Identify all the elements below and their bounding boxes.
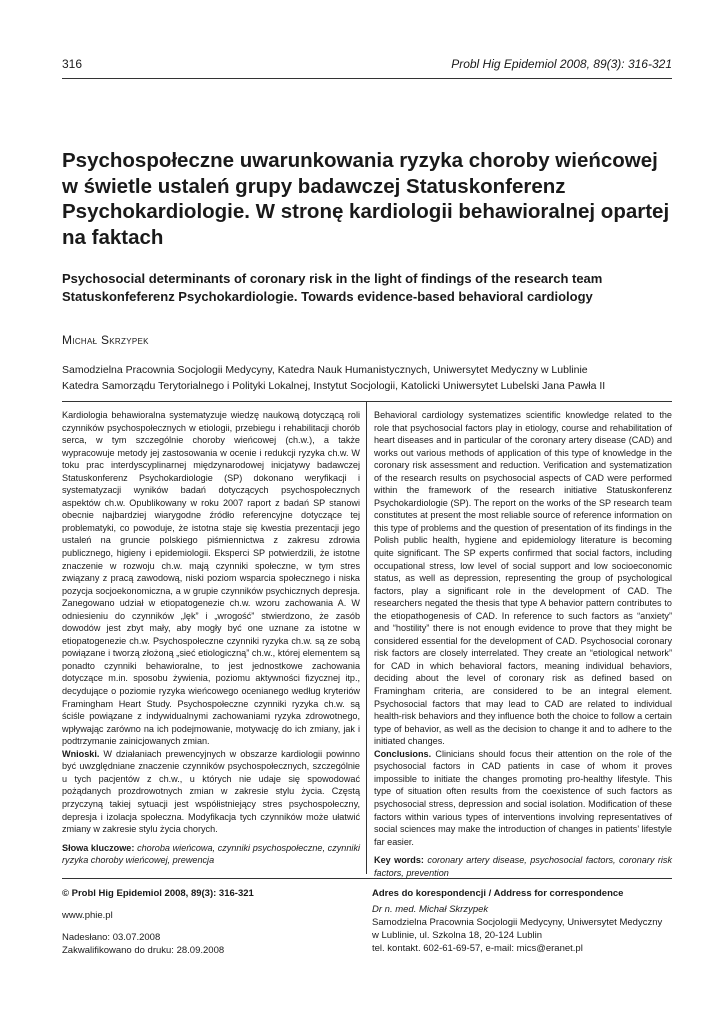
- affiliation-line-2: Katedra Samorządu Terytorialnego i Polityki Lokalnej, Instytut Socjologii, Katolicki Uniwersytet Lubelski Jana Pawła II: [62, 380, 606, 392]
- abstract-bottom-rule: [62, 878, 672, 879]
- column-divider: [366, 402, 367, 874]
- abstract-english-body: Behavioral cardiology systematizes scientific knowledge related to the role that psychosocial factors play in etiology, course and rehabilitation of heart diseases and in particular of the coronary artery disease (CAD) and works out various methods of application of this type of knowledge in the coronary risk assessment and reduction. Verification and systematization of the research results on psychosocial aspects of CAD were performed within the framework of the research initiative Statuskonferenz Psychokardiologie (SP). The report on the works of the SP research team constitutes at present the most reliable source of reference information on this type of problems and the question of presentation of its findings in the Polish public health, hygiene and epidemiology literature is becoming quite significant. The SP experts confirmed that social factors, including occupational stress, low level of social support and low socioeconomic status, as well as depression, representing the group of psychological factors, play a significant role in the development of CAD. The researchers negated the thesis that type A behavior pattern contributes to the etiopathogenesis of CAD. In reference to such factors as “anxiety” and “hostility” there is not enough evidence to prove that they might be considered essential for the development of CAD. Psychosocial coronary risk factors are closely interrelated. They create an “etiological network” for CAD in which behavioral factors, meaning individual behaviors, deciding about the level of coronary risk as defined based on Framingham criteria, are considered to be an integral element. Psychosocial factors that may lead to CAD are related to individual health-risk behaviors and they influence both the choice to follow a certain type of behavior, as well as the decision to change it and to adhere to the initiated changes.: [374, 410, 672, 747]
- title-english: Psychosocial determinants of coronary risk in the light of findings of the research team Statuskonfeferenz Psychokardiologie. Towards evidence-based behavioral cardiology: [62, 271, 603, 304]
- abstract-polish: [62, 409, 360, 867]
- address-line-1: Samodzielna Pracownia Socjologii Medycyny, Uniwersytet Medyczny: [372, 917, 663, 928]
- running-header: [62, 57, 672, 75]
- citation-line: © Probl Hig Epidemiol 2008, 89(3): 316-321: [62, 888, 254, 899]
- publication-info: [62, 887, 352, 957]
- abstract-top-rule: [62, 401, 672, 402]
- received-date: Nadesłano: 03.07.2008: [62, 932, 161, 943]
- page-number: 316: [62, 57, 83, 71]
- header-rule: [62, 78, 672, 79]
- correspondence: [372, 887, 672, 955]
- website-link[interactable]: www.phie.pl: [62, 910, 113, 921]
- abstract-english: [374, 409, 672, 879]
- keywords-english: Key words: coronary artery disease, psychosocial factors, coronary risk factors, prevention: [374, 855, 672, 878]
- contact-line: tel. kontakt. 602-61-69-57, e-mail: mics@eranet.pl: [372, 943, 583, 954]
- abstract-polish-body: Kardiologia behawioralna systematyzuje wiedzę naukową dotyczącą roli czynników psychospołecznych w etiologii, przebiegu i rehabilitacji chorób serca, w tym szczególnie choroby wieńcowej (ch.w.), a także wypracowuje metody jej zastosowania w ocenie i redukcji ryzyka ch.w. W toku prac interdyscyplinarnej międzynarodowej inicjatywy badawczej Statuskonferenz Psychokardiologie (SP) dokonano weryfikacji i systematyzacji wyników badań dotyczących psychospołecznych aspektów ch.w. Opublikowany w roku 2007 raport z badań SP stanowi obecnie najbardziej wiarygodne źródło referencyjne dotyczące tej problematyki, co powoduje, że istotna staje się kwestia prezentacji jego ustaleń na gruncie polskiego piśmiennictwa z zakresu zdrowia publicznego, higieny i epidemiologii. Eksperci SP potwierdzili, że istotne znaczenie w rozwoju ch.w. mają czynniki społeczne, w tym stres związany z pracą zawodową, niski poziom wsparcia społecznego i niska pozycja socjoekonomiczna, a w grupie czynników psychicznych depresja. Zanegowano udział w etiopatogenezie ch.w. wzoru zachowania A. W odniesieniu do czynników „lęk” i „wrogość” stwierdzono, że zasób dowodów jest zbyt mały, aby mogły być one uznane za istotne w etiopatogenezie ch.w. Psychospołeczne czynniki ryzyka ch.w. są ze sobą powiązane i tworzą złożoną „sieć etiologiczną” ch.w., której elementem są ponadto czynniki behawioralne, to jest jednostkowe zachowania dotyczące m.in. sposobu żywienia, poziomu aktywności fizycznej itp., decydujące o poziomie ryzyka wieńcowego ocenianego według kryteriów Framingham Heart Study. Psychospołeczne czynniki ryzyka ch.w. są ściśle powiązane z indywidualnymi zachowaniami ryzyka zdrowotnego, wpływając zarówno na ich podejmowanie, motywację do ich zmiany, jak i podtrzymanie zainicjowanych zmian.: [62, 410, 360, 747]
- title-polish: Psychospołeczne uwarunkowania ryzyka choroby wieńcowej w świetle ustaleń grupy badawczej Statuskonferenz Psychokardiologie. W stronę kardiologii behawioralnej opartej na faktach: [62, 149, 670, 249]
- abstract-polish-conclusions: Wnioski. W działaniach prewencyjnych w obszarze kardiologii powinno być uwzględniane znaczenie czynników psychospołecznych, szczególnie u tych pacjentów z ch.w., u których nie udaje się spowodować pożądanych prozdrowotnych zmian w zakresie stylu życia. Częstą przyczyną takiej sytuacji jest współistniejący stres psychospołeczny, depresja i izolacja społeczna. Modyfikacja tych czynników może ułatwić zmiany w zakresie stylu życia chorych.: [62, 748, 360, 835]
- address-line-2: w Lublinie, ul. Szkolna 18, 20-124 Lublin: [372, 930, 543, 941]
- affiliation: [62, 362, 682, 394]
- accepted-date: Zakwalifikowano do druku: 28.09.2008: [62, 945, 225, 956]
- affiliation-line-1: Samodzielna Pracownia Socjologii Medycyny, Katedra Nauk Humanistycznych, Uniwersytet Medyczny w Lublinie: [62, 364, 588, 376]
- correspondent-name: Dr n. med. Michał Skrzypek: [372, 904, 489, 915]
- author-name: Michał Skrzypek: [62, 333, 149, 347]
- journal-citation: Probl Hig Epidemiol 2008, 89(3): 316-321: [451, 57, 672, 71]
- keywords-polish: Słowa kluczowe: choroba wieńcowa, czynniki psychospołeczne, czynniki ryzyka choroby wieńcowej, prewencja: [62, 842, 361, 866]
- abstract-english-conclusions: Conclusions. Clinicians should focus their attention on the role of the psychosocial factors in CAD patients in case of whom it proves impossible to initiate the changes promoting pro-healthy lifestyle. This type of situation often results from the coexistence of such factors as psychosocial stress, depression and social isolation. Modification of these factors within various types of interventions involving representatives of social sciences may make the introduction of changes in patients’ lifestyle far easier.: [374, 748, 672, 847]
- correspondence-heading: Adres do korespondencji / Address for correspondence: [372, 888, 624, 899]
